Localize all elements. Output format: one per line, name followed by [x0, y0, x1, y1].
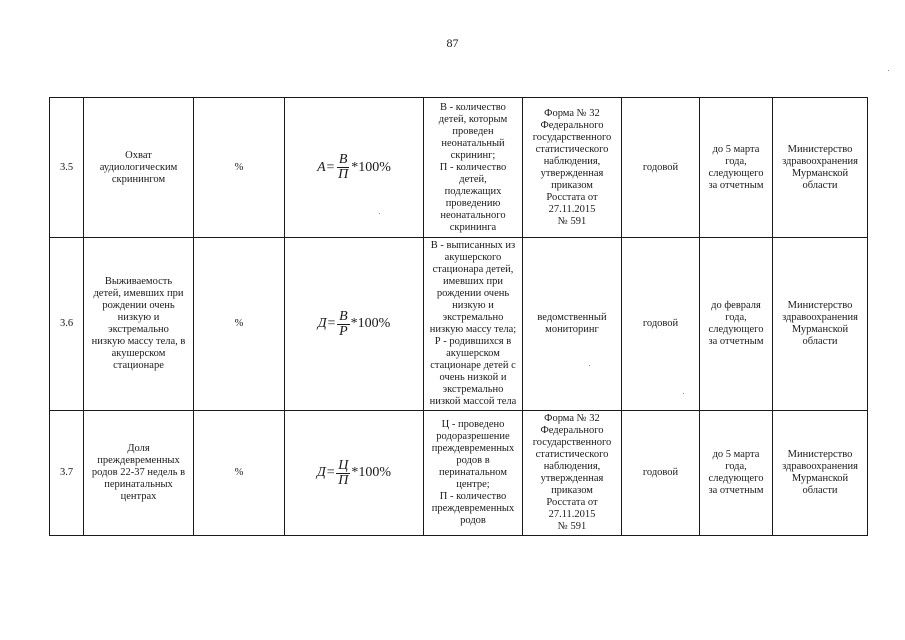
- row-number: 3.6: [50, 238, 84, 411]
- text-line: области: [802, 336, 838, 347]
- text-line: экстремально: [442, 384, 504, 395]
- text-line: года,: [725, 312, 747, 323]
- table-row: [50, 411, 868, 536]
- formula-cell: [285, 411, 424, 536]
- formula: [318, 310, 391, 339]
- text-line: 27.11.2015: [548, 203, 596, 215]
- text-line: преждевременных: [97, 455, 180, 466]
- formula: [317, 459, 391, 488]
- text-line: экстремально: [108, 324, 169, 335]
- text-line: до 5 марта: [712, 143, 760, 155]
- deadline-cell: [700, 238, 773, 411]
- text-line: преждевременных: [431, 503, 515, 514]
- text-line: низкую и: [452, 300, 494, 311]
- text-line: Федерального: [540, 119, 604, 131]
- text-line: детей, которым: [438, 113, 508, 125]
- text-line: проведению: [445, 197, 501, 209]
- text-line: наблюдения,: [543, 461, 601, 472]
- text-line: до 5 марта: [712, 449, 760, 460]
- text-line: ведомственный: [537, 312, 607, 323]
- data-source: [523, 238, 622, 411]
- text-line: Федерального: [540, 425, 604, 436]
- text-line: 27.11.2015: [548, 509, 596, 520]
- scan-speck: [683, 393, 684, 394]
- text-line: родов в: [456, 455, 490, 466]
- text-line: Министерство: [787, 143, 853, 155]
- text-line: Форма № 32: [544, 413, 600, 424]
- text-line: низкую массу тела, в: [91, 336, 186, 347]
- text-line: Министерство: [787, 449, 853, 460]
- text-line: детей,: [459, 173, 487, 185]
- text-line: рождении очень: [102, 300, 175, 311]
- table-row: [50, 98, 868, 238]
- formula-equals: =: [325, 465, 336, 480]
- formula-numerator: В: [339, 308, 348, 324]
- text-line: за отчетным: [708, 179, 764, 191]
- periodicity-cell: годовой: [622, 238, 700, 411]
- formula-fraction: [336, 459, 350, 488]
- text-line: следующего: [708, 324, 764, 335]
- text-line: неонатального: [440, 209, 506, 221]
- text-line: № 591: [557, 215, 587, 227]
- text-line: рождении очень: [436, 288, 510, 299]
- text-line: Мурманской: [791, 167, 849, 179]
- text-line: следующего: [708, 473, 764, 484]
- formula-denominator: Р: [339, 323, 348, 339]
- formula-multiplier: *100%: [351, 159, 391, 175]
- text-line: статистического: [535, 449, 609, 460]
- row-number: 3.5: [50, 98, 84, 238]
- unit-cell: %: [194, 238, 285, 411]
- text-line: Мурманской: [791, 324, 849, 335]
- text-line: Р - родившихся в: [434, 336, 512, 347]
- text-line: очень низкой и: [439, 372, 507, 383]
- data-source: [523, 411, 622, 536]
- text-line: здравоохранения: [782, 155, 858, 167]
- data-source: [523, 98, 622, 238]
- scan-speck: [589, 365, 590, 366]
- text-line: П - количество: [439, 161, 507, 173]
- formula-lhs: А: [317, 159, 326, 175]
- scan-speck: [379, 213, 380, 214]
- text-line: низкой массой тела: [429, 396, 517, 407]
- text-line: В - выписанных из: [430, 240, 516, 251]
- text-line: Форма № 32: [544, 107, 600, 119]
- text-line: государственного: [532, 131, 612, 143]
- text-line: года,: [725, 461, 747, 472]
- text-line: до февраля: [711, 300, 761, 311]
- formula-multiplier: *100%: [351, 465, 392, 480]
- text-line: неонатальный: [441, 137, 505, 149]
- periodicity-cell: годовой: [622, 98, 700, 238]
- formula-fraction: [337, 310, 350, 339]
- indicator-name: [84, 98, 194, 238]
- text-line: акушерском: [111, 348, 166, 359]
- text-line: утвержденная: [540, 167, 604, 179]
- text-line: акушерском: [446, 348, 500, 359]
- text-line: скрининг;: [450, 149, 496, 161]
- text-line: следующего: [708, 167, 764, 179]
- text-line: родов 22-37 недель в: [91, 467, 186, 478]
- formula-cell: [285, 238, 424, 411]
- text-line: перинатальном: [439, 467, 507, 478]
- text-line: утвержденная: [540, 473, 604, 484]
- text-line: здравоохранения: [782, 461, 858, 472]
- text-line: статистического: [535, 143, 609, 155]
- scan-speck: [888, 70, 889, 71]
- text-line: В - количество: [440, 101, 506, 113]
- text-line: Министерство: [787, 300, 853, 311]
- responsible-cell: [773, 98, 868, 238]
- text-line: имевших при: [443, 276, 503, 287]
- text-line: П - количество: [439, 491, 507, 502]
- formula-numerator: В: [338, 152, 348, 167]
- responsible-cell: [773, 238, 868, 411]
- formula-lhs: Д: [316, 465, 326, 480]
- text-line: Росстата от: [546, 191, 598, 203]
- text-line: здравоохранения: [782, 312, 858, 323]
- text-line: центрах: [120, 491, 157, 502]
- page-number: 87: [446, 36, 459, 50]
- unit-cell: %: [194, 98, 285, 238]
- text-line: аудиологическим: [99, 161, 178, 173]
- text-line: низкую и: [117, 312, 160, 323]
- formula-numerator: Ц: [338, 457, 349, 473]
- text-line: подлежащих: [444, 185, 502, 197]
- periodicity-cell: годовой: [622, 411, 700, 536]
- text-line: проведен: [452, 125, 494, 137]
- text-line: перинатальных: [104, 479, 173, 490]
- text-line: мониторинг: [545, 324, 599, 335]
- text-line: приказом: [551, 179, 593, 191]
- indicator-name: [84, 238, 194, 411]
- formula-fraction: [336, 153, 350, 182]
- text-line: области: [802, 179, 838, 191]
- formula-denominator: П: [338, 472, 349, 488]
- text-line: Доля: [127, 443, 150, 454]
- text-line: родоразрешение: [436, 431, 510, 442]
- text-line: стационаре: [113, 360, 164, 371]
- text-line: преждевременных: [431, 443, 515, 454]
- text-line: экстремально: [442, 312, 504, 323]
- text-line: года,: [725, 155, 747, 167]
- text-line: родов: [460, 515, 486, 526]
- deadline-cell: [700, 98, 773, 238]
- text-line: за отчетным: [708, 336, 764, 347]
- formula-multiplier: *100%: [350, 316, 391, 331]
- text-line: Выживаемость: [104, 276, 173, 287]
- variables-description: [424, 238, 523, 411]
- formula-equals: =: [325, 159, 336, 175]
- text-line: области: [802, 485, 838, 496]
- text-line: Мурманской: [791, 473, 849, 484]
- text-line: государственного: [532, 437, 612, 448]
- text-line: Охват: [125, 149, 152, 161]
- text-line: стационара детей,: [432, 264, 514, 275]
- formula-lhs: Д: [317, 316, 327, 331]
- row-number: 3.7: [50, 411, 84, 536]
- formula-cell: [285, 98, 424, 238]
- text-line: стационаре детей с: [430, 360, 516, 371]
- text-line: скрининга: [449, 221, 497, 233]
- deadline-cell: [700, 411, 773, 536]
- indicators-table: [49, 97, 868, 536]
- table-row: [50, 238, 868, 411]
- text-line: Росстата от: [546, 497, 598, 508]
- text-line: центре;: [456, 479, 490, 490]
- variables-description: [424, 411, 523, 536]
- formula: [317, 153, 391, 182]
- text-line: акушерского: [444, 252, 502, 263]
- formula-denominator: П: [338, 167, 349, 182]
- text-line: наблюдения,: [543, 155, 601, 167]
- responsible-cell: [773, 411, 868, 536]
- text-line: приказом: [551, 485, 593, 496]
- text-line: № 591: [557, 521, 587, 532]
- text-line: Ц - проведено: [441, 419, 505, 430]
- variables-description: [424, 98, 523, 238]
- text-line: скринингом: [111, 173, 166, 185]
- unit-cell: %: [194, 411, 285, 536]
- text-line: детей, имевших при: [93, 288, 184, 299]
- text-line: низкую массу тела;: [429, 324, 517, 335]
- formula-equals: =: [326, 316, 337, 331]
- text-line: за отчетным: [708, 485, 764, 496]
- indicator-name: [84, 411, 194, 536]
